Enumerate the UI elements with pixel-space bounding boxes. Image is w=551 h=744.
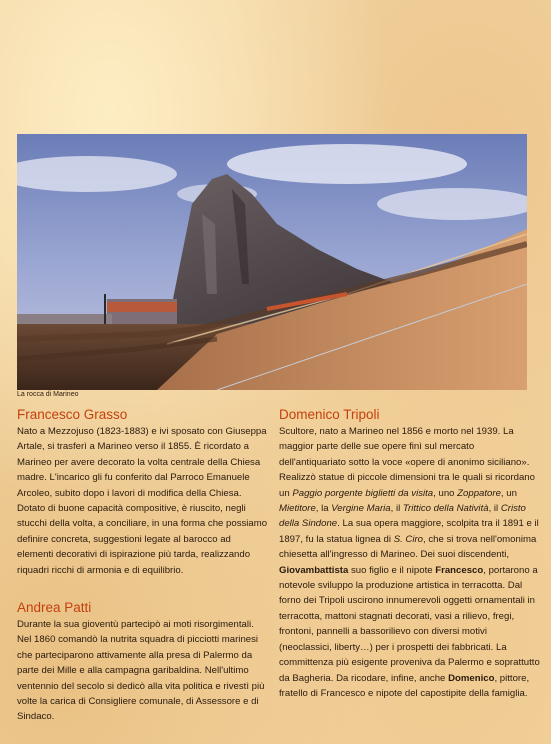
work-title: Mietitore: [279, 503, 316, 515]
work-title: Vergine Maria: [331, 503, 391, 515]
work-title: Zoppatore: [457, 487, 501, 499]
section-andrea-patti: [17, 600, 269, 725]
person-name: Domenico: [448, 672, 495, 684]
rocca-photo: [17, 134, 527, 390]
work-title: Trittico della Natività: [402, 503, 489, 515]
person-name: Francesco: [435, 564, 484, 576]
person-name: Giovambattista: [279, 564, 349, 576]
heading-francesco-grasso: Francesco Grasso: [17, 407, 128, 422]
text-andrea-patti: Durante la sua gioventù partecipò ai moti risorgimentali. Nel 1860 comandò la nutrita squadra di picciotti marinesi che parteciparono attivamente alla presa di Palermo da parte dei Mille e alla campagna garibaldina. Nell'ultimo ventennio del secolo si dedicò alla vita politica e rivestì più volte la carica di Consigliere comunale, di Assessore e di Sindaco.: [17, 619, 265, 723]
photo-caption: La rocca di Marineo: [17, 391, 79, 398]
work-title: S. Ciro: [393, 533, 424, 545]
heading-domenico-tripoli: Domenico Tripoli: [279, 407, 380, 422]
work-title: Cristo della Sindone: [279, 503, 526, 530]
text-domenico-tripoli: Scultore, nato a Marineo nel 1856 e morto nel 1939. La maggior parte delle sue opere finì sul mercato dell'antiquariato sotto la voce «opere di anonimo siciliano». Realizzò statue di piccole dimensioni tra le quali si ricordano un Paggio porgente biglietti da visita, uno Zoppatore, un Mietitore, la Vergine Maria, il Trittico della Natività, il Cristo della Sindone. La sua opera maggiore, scolpita tra il 1891 e il 1897, fu la statua lignea di S. Ciro, che si trova nell'omonima chiesetta all'ingresso di Marineo. Dei suoi discendenti, Giovambattista suo figlio e il nipote Francesco, portarono a notevole sviluppo la produzione artistica in terracotta. Dal forno dei Tripoli uscirono innumerevoli oggetti ornamentali in terracotta, mattoni stagnati decorati, vasi a rilievo, fregi, frontoni, pannelli a bassorilievo con diversi motivi (neoclassici, liberty…) per i prospetti dei fabbricati. La committenza più esigente proveniva da Palermo e soprattutto da Bagheria. Da ricodare, infine, anche Domenico, pittore, fratello di Francesco e nipote del capostipite della famiglia.: [279, 426, 540, 699]
section-francesco-grasso: [17, 407, 269, 578]
section-domenico-tripoli: [279, 407, 541, 701]
text-francesco-grasso: Nato a Mezzojuso (1823-1883) e ivi sposato con Giuseppa Artale, si trasferì a Marineo verso il 1855. È ricordato a Marineo per avere decorato la volta centrale della Chiesa madre. L'incarico gli fu conferito dal Parroco Emanuele Arcoleo, subito dopo i lavori di modifica della Chiesa. Dotato di buone capacità compositive, è riuscito, negli stucchi della volta, a conciliare, in una forma che possiamo definire concreta, suggestioni legate al barocco ad elementi decorativi di ispirazione più tarda, realizzando riquadri ricchi di armonia e di equilibrio.: [17, 426, 268, 576]
heading-andrea-patti: Andrea Patti: [17, 600, 92, 615]
work-title: Paggio porgente biglietti da visita: [292, 487, 434, 499]
